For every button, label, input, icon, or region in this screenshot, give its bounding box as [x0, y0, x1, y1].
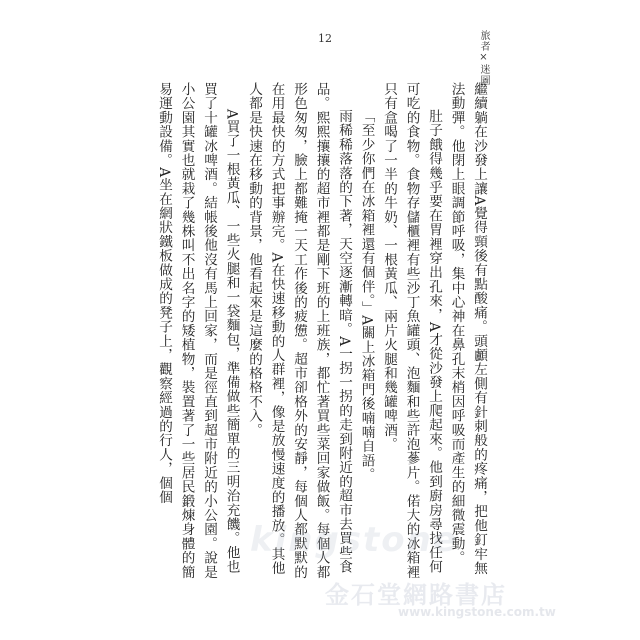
page-number: 12: [318, 32, 332, 45]
paragraph: A買了一根黃瓜、一些火腿和一袋麵包，準備做些簡單的三明治充饑。他也買了十罐冰啤酒。結帳後他沒有馬上回家，而是徑直到超市附近的小公園。說是小公園其實也就栽了幾株叫不出名字的矮植物，裝置著了一些居民鍛煉身體的簡易運動設備。A坐在網狀鐵板做成的凳子上，觀察經過的行人，個個: [156, 82, 240, 579]
watermark-brand: kingstone: [250, 520, 458, 560]
paragraph: 「至少你們在冰箱裡還有個伴。」A關上冰箱門後喃喃自語。: [358, 109, 375, 483]
watermark-chinese: 金石堂網路書店: [325, 580, 507, 609]
paragraph: 肚子餓得幾乎要在胃裡穿出孔來，A才從沙發上爬起來。他到廚房尋找任何可吃的食物。食物存儲櫃裡有些沙丁魚罐頭、泡麵和些許泡蔘片。偌大的冰箱裡只有盒喝了一半的牛奶、一根黃瓜、兩片火腿和幾罐啤酒。: [381, 82, 442, 579]
running-header: 旅者×迷圖: [478, 30, 489, 86]
body-text: [156, 82, 490, 582]
watermark-url: www.kingstone.com.tw: [398, 605, 556, 619]
paragraph: 雨稀稀落落的下著，天空逐漸轉暗。A一拐一拐的走到附近的超市去買些食品。熙熙攘攘的超市裡都是剛下班的上班族，都忙著買些菜回家做飯。每個人都形色匆匆，臉上都難掩一天工作後的疲憊。超市卻格外的安靜，每個人都默默的在用最快的方式把事辦完。A在快速移動的人群裡，像是放慢速度的播放。其他人都是快速在移動的背景，他看起來是這麼的格格不入。: [246, 82, 352, 579]
paragraph: 繼續躺在沙發上讓A覺得頸後有點酸痛。頭顱左側有針刺般的疼痛，把他釘牢無法動彈。他閉上眼調節呼吸，集中心神在鼻孔末梢因呼吸而產生的細微震動。: [448, 82, 487, 576]
